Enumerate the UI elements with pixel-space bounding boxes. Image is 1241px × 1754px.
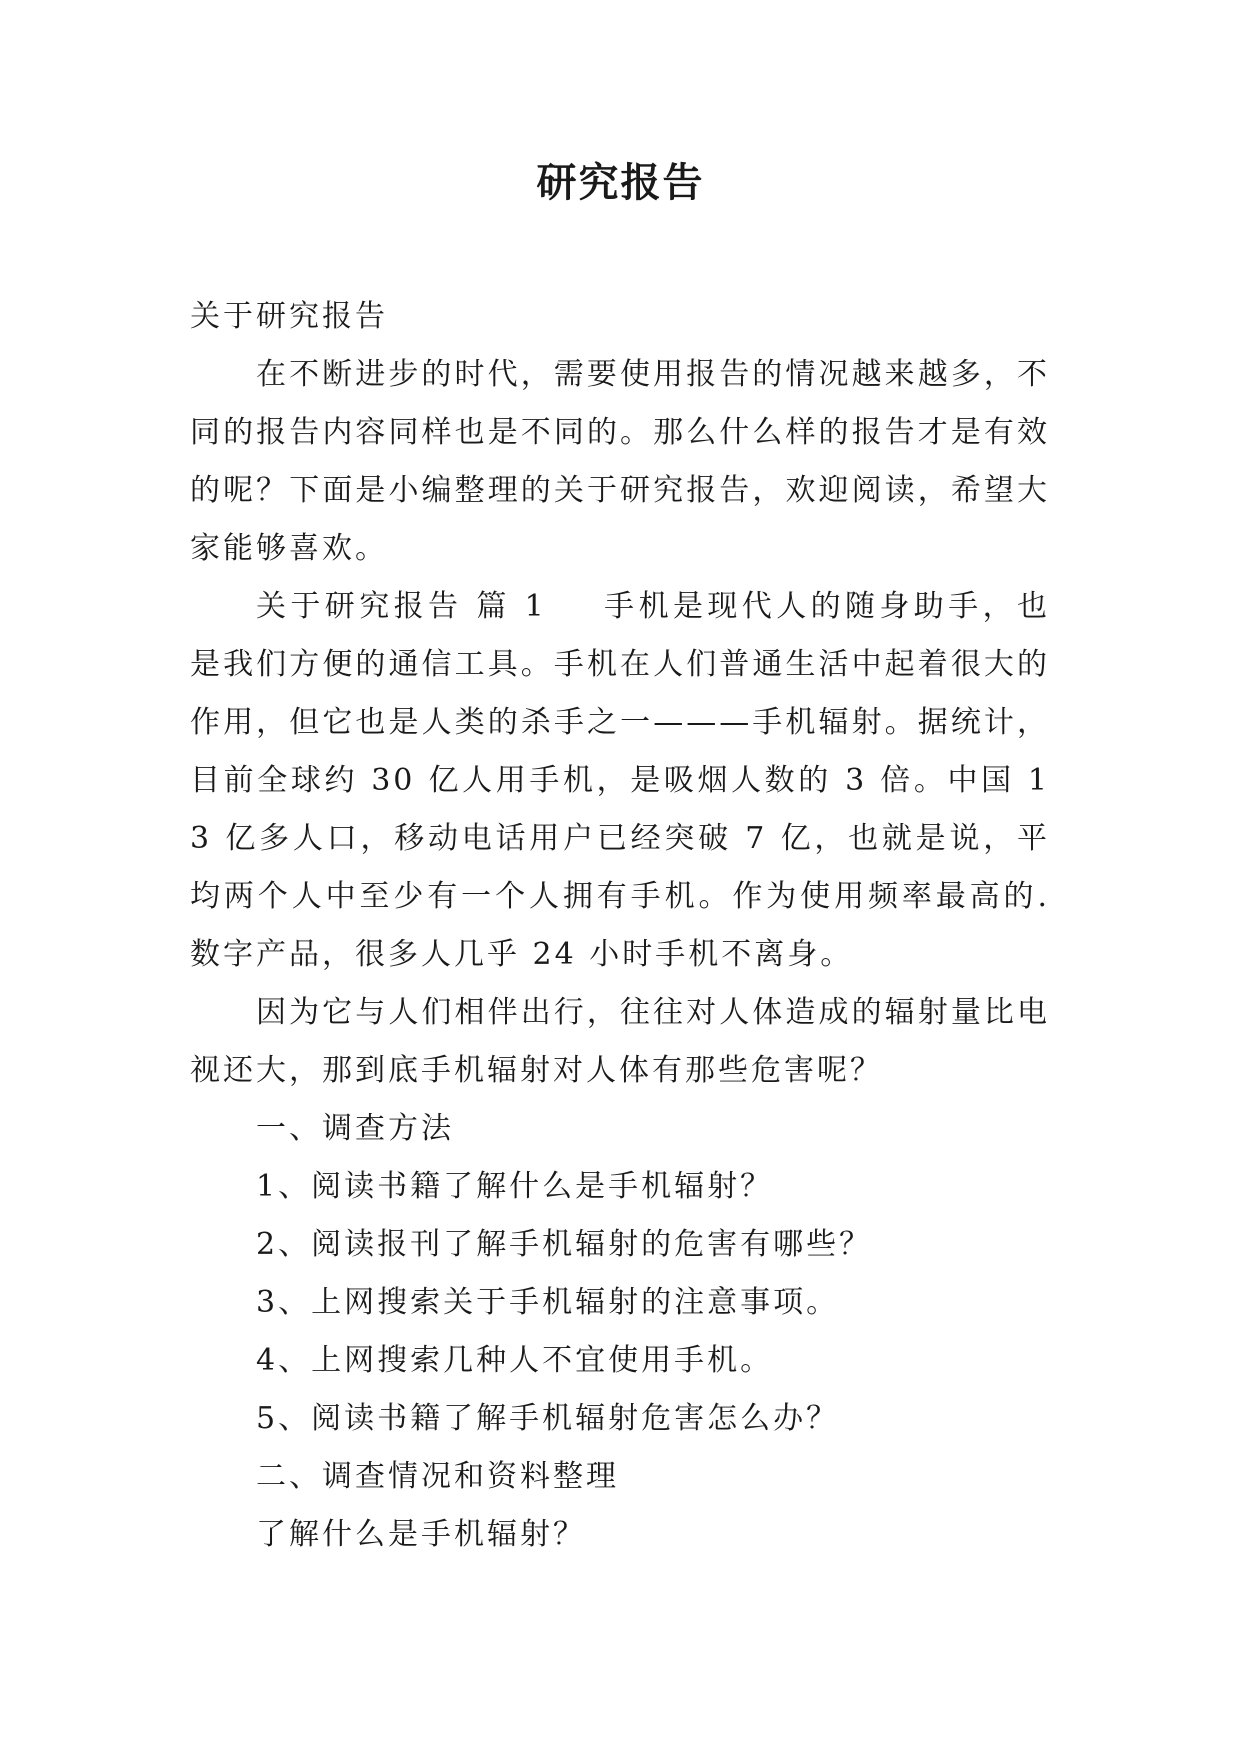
method-item-1: 1、阅读书籍了解什么是手机辐射？ (256, 1169, 774, 1204)
document-title: 研究报告 (536, 159, 705, 206)
section-2-heading: 二、调查情况和资料整理 (256, 1459, 619, 1494)
method-item-2: 2、阅读报刊了解手机辐射的危害有哪些？ (256, 1227, 873, 1262)
section-2-subheading: 了解什么是手机辐射？ (256, 1517, 586, 1552)
article-paragraph-1 (190, 578, 1050, 984)
article-paragraph-1-text: 手机是现代人的随身助手，也是我们方便的通信工具。手机在人们普通生活中起着很大的作用，但它也是人类的杀手之一———手机辐射。据统计，目前全球约 30 亿人用手机，是吸烟人数的 3 倍。中国 13 亿多人口，移动电话用户已经突破 7 亿，也就是说，平均两个人中至少有一个人拥有手机。作为使用频率最高的.数字产品，很多人几乎 24 小时手机不离身。 (190, 589, 1050, 972)
method-item-4: 4、上网搜索几种人不宜使用手机。 (256, 1343, 774, 1378)
subtitle: 关于研究报告 (190, 299, 388, 334)
intro-paragraph: 在不断进步的时代，需要使用报告的情况越来越多，不同的报告内容同样也是不同的。那么什么样的报告才是有效的呢？下面是小编整理的关于研究报告，欢迎阅读，希望大家能够喜欢。 (190, 357, 1050, 566)
method-item-5: 5、阅读书籍了解手机辐射危害怎么办？ (256, 1401, 840, 1436)
section-1-heading: 一、调查方法 (256, 1111, 454, 1146)
article-heading: 关于研究报告 篇 1 (256, 589, 547, 624)
document-body (190, 288, 1050, 1564)
method-item-3: 3、上网搜索关于手机辐射的注意事项。 (256, 1285, 840, 1320)
article-paragraph-2: 因为它与人们相伴出行，往往对人体造成的辐射量比电视还大，那到底手机辐射对人体有那些危害呢？ (190, 995, 1050, 1088)
